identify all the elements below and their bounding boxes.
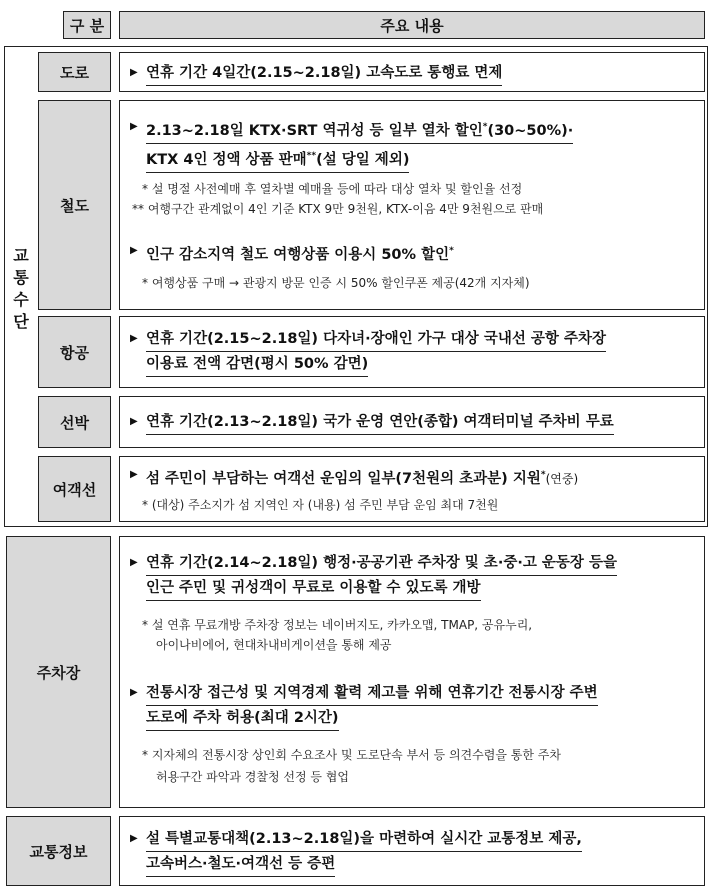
header-content: 주요 내용 — [119, 11, 705, 39]
road-bullet: 연휴 기간 4일간(2.15~2.18일) 고속도로 통행료 면제 — [146, 61, 502, 86]
bullet-icon: ▶ — [130, 833, 138, 844]
transport-group-label: 교 통 수 단 — [13, 246, 29, 331]
parking-note2-line2: 허용구간 파악과 경찰청 선정 등 협업 — [156, 770, 349, 784]
rail-content — [119, 100, 705, 310]
parking-note1-line1: * 설 연휴 무료개방 주차장 정보는 네이버지도, 카카오맵, TMAP, 공유누리, — [142, 618, 533, 632]
header-category: 구 분 — [63, 11, 111, 39]
rail-label: 철도 — [38, 100, 111, 310]
bullet-icon: ▶ — [130, 687, 138, 698]
air-content — [119, 316, 705, 388]
rail-bullet2: 인구 감소지역 철도 여행상품 이용시 50% 할인* — [146, 246, 454, 263]
bullet-icon: ▶ — [130, 245, 138, 256]
parking-bullet2-line2: 도로에 주차 허용(최대 2시간) — [146, 706, 339, 731]
parking-label: 주차장 — [6, 536, 111, 808]
parking-bullet1-line1: 연휴 기간(2.14~2.18일) 행정·공공기관 주차장 및 초·중·고 운동장 등을 — [146, 551, 617, 576]
parking-note2-line1: * 지자체의 전통시장 상인회 수요조사 및 도로단속 부서 등 의견수렴을 통한 주차 — [142, 748, 561, 762]
ferry-content — [119, 456, 705, 522]
rail-note2: ** 여행구간 관계없이 4인 기준 KTX 9만 9천원, KTX-이음 4만 9천원으로 판매 — [132, 202, 544, 216]
parking-content — [119, 536, 705, 808]
air-bullet-line1: 연휴 기간(2.15~2.18일) 다자녀·장애인 가구 대상 국내선 공항 주차장 — [146, 327, 606, 352]
ship-label: 선박 — [38, 396, 111, 448]
air-label: 항공 — [38, 316, 111, 388]
traffic-info-content — [119, 816, 705, 886]
parking-bullet2-line1: 전통시장 접근성 및 지역경제 활력 제고를 위해 연휴기간 전통시장 주변 — [146, 681, 598, 706]
ship-content — [119, 396, 705, 448]
road-label: 도로 — [38, 52, 111, 92]
rail-bullet1-line2: KTX 4인 정액 상품 판매**(설 당일 제외) — [146, 144, 409, 173]
bullet-icon: ▶ — [130, 469, 138, 480]
rail-note1: * 설 명절 사전예매 후 열차별 예매율 등에 따라 대상 열차 및 할인율 선정 — [142, 182, 523, 196]
ferry-note: * (대상) 주소지가 섬 지역인 자 (내용) 섬 주민 부담 운임 최대 7천원 — [142, 498, 499, 512]
bullet-icon: ▶ — [130, 121, 138, 132]
ferry-label: 여객선 — [38, 456, 111, 522]
traffic-info-label: 교통정보 — [6, 816, 111, 886]
air-bullet-line2: 이용료 전액 감면(평시 50% 감면) — [146, 352, 368, 377]
bullet-icon: ▶ — [130, 557, 138, 568]
bullet-icon: ▶ — [130, 67, 138, 78]
ship-bullet: 연휴 기간(2.13~2.18일) 국가 운영 연안(종합) 여객터미널 주차비 무료 — [146, 410, 614, 435]
rail-bullet1-line1: 2.13~2.18일 KTX·SRT 역귀성 등 일부 열차 할인*(30~50%)· — [146, 115, 573, 144]
bullet-icon: ▶ — [130, 416, 138, 427]
traffic-info-bullet-line2: 고속버스·철도·여객선 등 증편 — [146, 852, 335, 877]
parking-note1-line2: 아이나비에어, 현대차내비게이션을 통해 제공 — [156, 638, 392, 652]
rail-note3: * 여행상품 구매 → 관광지 방문 인증 시 50% 할인쿠폰 제공(42개 지자체) — [142, 276, 530, 290]
bullet-icon: ▶ — [130, 333, 138, 344]
ferry-bullet: 섬 주민이 부담하는 여객선 운임의 일부(7천원의 초과분) 지원*(연중) — [146, 470, 579, 487]
parking-bullet1-line2: 인근 주민 및 귀성객이 무료로 이용할 수 있도록 개방 — [146, 576, 481, 601]
traffic-info-bullet-line1: 설 특별교통대책(2.13~2.18일)을 마련하여 실시간 교통정보 제공, — [146, 827, 582, 852]
road-content — [119, 52, 705, 92]
